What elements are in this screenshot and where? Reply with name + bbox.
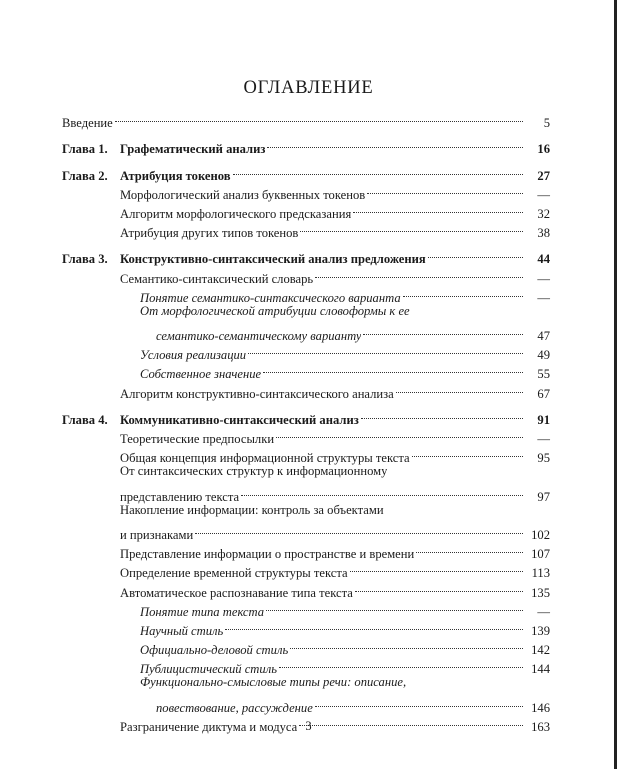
toc-entry-text: Семантико-синтаксический словарь <box>120 271 314 286</box>
toc-entry-subsection[interactable] <box>62 692 550 715</box>
toc-chapter-label: Глава 2. <box>62 168 108 183</box>
toc-page-number: 113 <box>531 566 550 581</box>
toc-entry-text: Функционально-смысловые типы речи: описание, <box>140 675 407 690</box>
toc-entry-chapter-4[interactable] <box>62 405 550 427</box>
toc-entry-text: Официально-деловой стиль <box>140 643 289 658</box>
toc-chapter-label: Глава 3. <box>62 252 108 267</box>
toc-entry-text: Понятие семантико-синтаксического варианта <box>140 290 401 305</box>
toc-entry-chapter-3[interactable] <box>62 244 550 267</box>
toc-entry-text: Научный стиль <box>140 623 224 638</box>
toc-page-number: 32 <box>537 206 550 221</box>
toc-leader-dots <box>290 635 523 654</box>
toc-entry-text: Графематический анализ <box>120 142 266 157</box>
toc-page-number: 142 <box>531 643 550 658</box>
toc-entry-text: Конструктивно-синтаксический анализ предложения <box>120 252 426 267</box>
toc-leader-dots <box>115 108 523 127</box>
toc-leader-dots <box>350 558 523 577</box>
toc-leader-dots <box>276 424 523 443</box>
toc-leader-dots <box>361 405 523 424</box>
toc-entry-subsection[interactable] <box>62 340 550 363</box>
toc-leader-dots <box>263 359 523 378</box>
toc-leader-dots <box>315 692 523 711</box>
toc-page-number: 44 <box>537 252 550 267</box>
toc-entry-subsection[interactable] <box>62 359 550 382</box>
toc-page-number: 27 <box>537 168 550 183</box>
toc-entry-text: семантико-семантическому варианту <box>156 329 362 344</box>
toc-entry-text: Условия реализации <box>140 348 247 363</box>
toc-entry-subsection[interactable] <box>62 654 550 677</box>
toc-leader-dots <box>412 443 523 462</box>
toc-leader-dots <box>396 378 523 397</box>
toc-entry-text: Разграничение диктума и модуса <box>120 719 298 734</box>
toc-entry-subsection[interactable] <box>62 616 550 638</box>
toc-entry-text: представлению текста <box>120 489 240 504</box>
toc-entry-section-line1 <box>62 462 550 481</box>
toc-leader-dots <box>353 199 523 218</box>
toc-leader-dots <box>355 577 523 596</box>
toc-chapter-label: Глава 4. <box>62 412 108 427</box>
toc-leader-dots <box>233 160 523 179</box>
toc-page-number: 16 <box>537 142 550 157</box>
toc-page-number: 5 <box>543 116 550 131</box>
toc-page-number: 67 <box>537 386 550 401</box>
toc-leader-dots <box>279 654 523 673</box>
toc-page-number: — <box>537 187 550 202</box>
toc-page-number: 97 <box>537 489 550 504</box>
toc-entry-text: Собственное значение <box>140 367 262 382</box>
page-number: 3 <box>305 719 312 733</box>
toc-page-number: 139 <box>531 623 550 638</box>
table-of-contents <box>62 108 550 734</box>
toc-entry-section[interactable] <box>62 520 550 542</box>
toc-entry-text: и признаками <box>120 527 194 542</box>
toc-leader-dots <box>403 283 523 302</box>
toc-leader-dots <box>248 340 523 359</box>
toc-entry-text: повествование, рассуждение <box>156 700 313 715</box>
toc-entry-subsection[interactable] <box>62 321 550 344</box>
toc-page-number: 144 <box>531 662 550 677</box>
toc-entry-section[interactable] <box>62 378 550 401</box>
toc-leader-dots <box>428 244 523 263</box>
page-title: ОГЛАВЛЕНИЕ <box>243 78 374 98</box>
toc-entry-text: Определение временной структуры текста <box>120 566 348 581</box>
toc-entry-text: От синтаксических структур к информационному <box>120 464 388 479</box>
toc-leader-dots <box>315 263 523 282</box>
toc-entry-text: Автоматическое распознавание типа текста <box>120 585 353 600</box>
toc-page-number: — <box>537 271 550 286</box>
toc-entry-text: Публицистический стиль <box>140 662 277 677</box>
toc-entry-subsection-line1 <box>62 673 550 692</box>
toc-entry-chapter-2[interactable] <box>62 160 550 183</box>
toc-leader-dots <box>266 597 523 616</box>
toc-entry-text: Алгоритм морфологического предсказания <box>120 206 352 221</box>
toc-leader-dots <box>363 321 523 340</box>
toc-page-number: 55 <box>537 367 550 382</box>
toc-entry-text: Общая концепция информационной структуры текста <box>120 451 410 466</box>
toc-entry-text: Атрибуция токенов <box>120 168 231 183</box>
toc-page-number: — <box>537 604 550 619</box>
toc-page-number: 38 <box>537 226 550 241</box>
toc-page-number: 91 <box>537 412 550 427</box>
toc-entry-text: Введение <box>62 116 113 131</box>
toc-entry-introduction[interactable] <box>62 108 550 131</box>
toc-leader-dots <box>416 539 523 558</box>
toc-entry-text: Представление информации о пространстве и времени <box>120 547 415 562</box>
toc-page-number: 49 <box>537 348 550 363</box>
toc-page-number: 107 <box>531 547 550 562</box>
toc-entry-text: Алгоритм конструктивно-синтаксического анализа <box>120 386 394 401</box>
toc-chapter-label: Глава 1. <box>62 142 108 157</box>
toc-page-number: 47 <box>537 329 550 344</box>
toc-leader-dots <box>225 616 523 635</box>
toc-entry-text: Морфологический анализ буквенных токенов <box>120 187 366 202</box>
toc-page-number: 135 <box>531 585 550 600</box>
toc-entry-section[interactable] <box>62 481 550 504</box>
toc-entry-section-line1 <box>62 501 550 520</box>
toc-entry-chapter-1[interactable] <box>62 134 550 157</box>
toc-leader-dots <box>241 481 523 500</box>
toc-page-number: 95 <box>537 451 550 466</box>
toc-page-number: 102 <box>531 527 550 542</box>
toc-leader-dots <box>300 218 523 237</box>
toc-entry-subsection[interactable] <box>62 635 550 658</box>
toc-leader-dots <box>195 520 523 539</box>
toc-page-number: 163 <box>531 719 550 734</box>
toc-page-number: — <box>537 290 550 305</box>
toc-entry-text: Атрибуция других типов токенов <box>120 226 299 241</box>
toc-page-number: — <box>537 432 550 446</box>
toc-entry-text: Понятие типа текста <box>140 604 264 619</box>
toc-entry-subsection-line1 <box>62 302 550 321</box>
toc-entry-text: От морфологической атрибуции словоформы к ее <box>140 303 410 318</box>
toc-page-number: 146 <box>531 700 550 715</box>
toc-entry-text: Накопление информации: контроль за объектами <box>120 502 384 517</box>
toc-leader-dots <box>267 134 523 153</box>
toc-entry-text: Коммуникативно-синтаксический анализ <box>120 412 359 427</box>
toc-entry-text: Теоретические предпосылки <box>120 432 275 446</box>
toc-leader-dots <box>367 180 523 199</box>
